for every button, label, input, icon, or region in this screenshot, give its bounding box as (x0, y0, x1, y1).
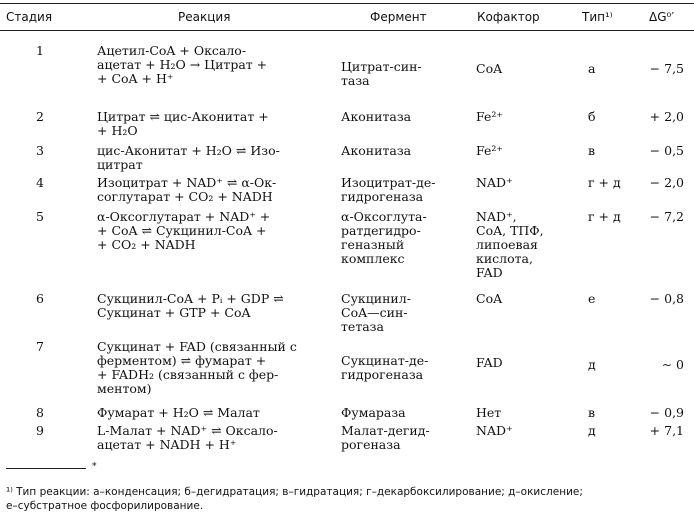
reaction-cell-line: Ацетил-CoA + Оксало- (97, 43, 247, 58)
delta-g-cell: − 7,2 (649, 209, 684, 224)
reaction-cell-line: ацетат + H₂O → Цитрат + (97, 57, 268, 72)
enzyme-cell (341, 176, 435, 204)
type-cell: г + д (588, 175, 621, 190)
footnote-rule (6, 468, 86, 469)
stage-cell: 8 (36, 405, 44, 420)
reaction-cell-line: цитрат (97, 157, 143, 172)
reaction-cell-line: + FADH₂ (связанный с фер- (97, 367, 279, 382)
stage-cell: 9 (36, 423, 44, 438)
header-stage: Стадия (6, 10, 53, 24)
reaction-cell-line: Изоцитрат + NAD⁺ ⇌ α-Ок- (97, 175, 277, 190)
enzyme-cell (341, 210, 427, 266)
delta-g-cell: − 7,5 (649, 61, 684, 76)
table-header-rule (0, 30, 694, 31)
reaction-cell (97, 406, 260, 420)
enzyme-cell-line: геназный (341, 237, 405, 252)
reaction-cell-line: + CoA + H⁺ (97, 71, 174, 86)
reaction-cell-line: цис-Аконитат + H₂O ⇌ Изо- (97, 143, 280, 158)
cofactor-cell-line: CoA (476, 61, 503, 76)
enzyme-cell-line: CoA—син- (341, 305, 408, 320)
reaction-cell (97, 144, 280, 172)
cofactor-cell-line: Fe²⁺ (476, 143, 503, 158)
cofactor-cell-line: Fe²⁺ (476, 109, 503, 124)
enzyme-cell-line: комплекс (341, 251, 405, 266)
type-cell: д (588, 423, 596, 438)
footnote-line-2: е–субстратное фосфорилирование. (6, 500, 204, 512)
enzyme-cell-line: Цитрат-син- (341, 59, 422, 74)
stage-cell: 1 (36, 43, 44, 58)
delta-g-cell: − 2,0 (649, 175, 684, 190)
type-cell: е (588, 291, 596, 306)
delta-g-cell: − 0,5 (649, 143, 684, 158)
cofactor-cell (476, 356, 503, 370)
header-type: Тип¹⁾ (582, 10, 613, 24)
stage-cell: 4 (36, 175, 44, 190)
enzyme-cell-line: Фумараза (341, 405, 406, 420)
type-cell: г + д (588, 209, 621, 224)
type-cell: б (588, 109, 596, 124)
cofactor-cell-line: NAD⁺ (476, 175, 513, 190)
cofactor-cell-line: FAD (476, 265, 503, 280)
stage-cell: 5 (36, 209, 44, 224)
cofactor-cell-line: липоевая (476, 237, 538, 252)
cofactor-cell (476, 176, 513, 190)
reaction-cell-line: + CO₂ + NADH (97, 237, 196, 252)
type-cell: в (588, 405, 596, 420)
type-cell: а (588, 61, 596, 76)
header-enzyme: Фермент (370, 10, 427, 24)
cofactor-cell (476, 292, 502, 306)
cofactor-cell (476, 406, 501, 420)
enzyme-cell (341, 292, 411, 334)
stage-cell: 7 (36, 339, 44, 354)
enzyme-cell (341, 144, 411, 158)
table-header (0, 4, 694, 30)
type-cell: в (588, 143, 596, 158)
footnote (6, 485, 690, 513)
cofactor-cell-line: CoA (476, 291, 503, 306)
reaction-cell-line: Фумарат + H₂O ⇌ Малат (97, 405, 260, 420)
reaction-cell (97, 110, 269, 138)
cofactor-cell (476, 62, 502, 76)
reaction-cell (97, 292, 284, 320)
header-cofactor: Кофактор (477, 10, 540, 24)
cofactor-cell-line: FAD (476, 355, 503, 370)
enzyme-cell-line: ратдегидро- (341, 223, 421, 238)
reaction-cell-line: ментом) (97, 381, 152, 396)
enzyme-cell-line: Аконитаза (341, 143, 412, 158)
header-delta-g: ΔG⁰′ (649, 10, 675, 24)
enzyme-cell-line: таза (341, 73, 370, 88)
enzyme-cell-line: Малат-дегид- (341, 423, 430, 438)
reaction-cell-line: α-Оксоглутарат + NAD⁺ + (97, 209, 271, 224)
cofactor-cell-line: кислота, (476, 251, 533, 266)
cofactor-cell-line: NAD⁺, (476, 209, 517, 224)
footnote-line-1: ¹⁾ Тип реакции: а–конденсация; б–дегидратация; в–гидратация; г–декарбоксилирование; д–окисление; (6, 486, 583, 498)
delta-g-cell: + 7,1 (649, 423, 684, 438)
enzyme-cell (341, 424, 430, 452)
delta-g-cell: − 0,9 (649, 405, 684, 420)
delta-g-cell: ∼ 0 (661, 357, 684, 372)
enzyme-cell-line: α-Оксоглута- (341, 209, 427, 224)
cofactor-cell (476, 424, 513, 438)
reaction-cell (97, 176, 276, 204)
enzyme-cell-line: тетаза (341, 319, 384, 334)
reaction-cell-line: Сукцинил-CoA + Pᵢ + GDP ⇌ (97, 291, 284, 306)
reaction-cell-line: ферментом) ⇌ фумарат + (97, 353, 267, 368)
reaction-cell-line: Сукцинат + GTP + CoA (97, 305, 251, 320)
enzyme-cell-line: рогеназа (341, 437, 401, 452)
enzyme-cell (341, 406, 406, 420)
reaction-cell-line: соглутарат + CO₂ + NADH (97, 189, 273, 204)
enzyme-cell-line: Сукцинил- (341, 291, 411, 306)
delta-g-cell: − 0,8 (649, 291, 684, 306)
enzyme-cell-line: Сукцинат-де- (341, 353, 429, 368)
enzyme-cell-line: гидрогеназа (341, 367, 424, 382)
enzyme-cell-line: Аконитаза (341, 109, 412, 124)
reaction-cell-line: + H₂O (97, 123, 138, 138)
reaction-cell (97, 340, 297, 396)
stage-cell: 6 (36, 291, 44, 306)
enzyme-cell (341, 110, 411, 124)
cofactor-cell-line: NAD⁺ (476, 423, 513, 438)
enzyme-cell-line: Изоцитрат-де- (341, 175, 436, 190)
reaction-cell-line: Цитрат ⇌ цис-Аконитат + (97, 109, 269, 124)
cofactor-cell (476, 210, 544, 280)
reaction-cell-line: L-Малат + NAD⁺ ⇌ Оксало- (97, 423, 278, 438)
reaction-cell-line: Сукцинат + FAD (связанный с (97, 339, 297, 354)
reaction-cell-line: ацетат + NADH + H⁺ (97, 437, 237, 452)
type-cell: д (588, 357, 596, 372)
reaction-cell (97, 210, 270, 252)
stage-cell: 3 (36, 143, 44, 158)
enzyme-cell-line: гидрогеназа (341, 189, 424, 204)
cofactor-cell (476, 144, 503, 158)
header-reaction: Реакция (178, 10, 231, 24)
cofactor-cell-line: CoA, ТПФ, (476, 223, 544, 238)
cofactor-cell (476, 110, 503, 124)
stage-cell: 2 (36, 109, 44, 124)
reaction-cell (97, 424, 278, 452)
enzyme-cell (341, 354, 428, 382)
enzyme-cell (341, 60, 422, 88)
reaction-cell-line: + CoA ⇌ Сукцинил-CoA + (97, 223, 267, 238)
reaction-cell (97, 44, 267, 86)
delta-g-cell: + 2,0 (649, 109, 684, 124)
footnote-mark: * (92, 462, 97, 472)
cofactor-cell-line: Нет (476, 405, 502, 420)
